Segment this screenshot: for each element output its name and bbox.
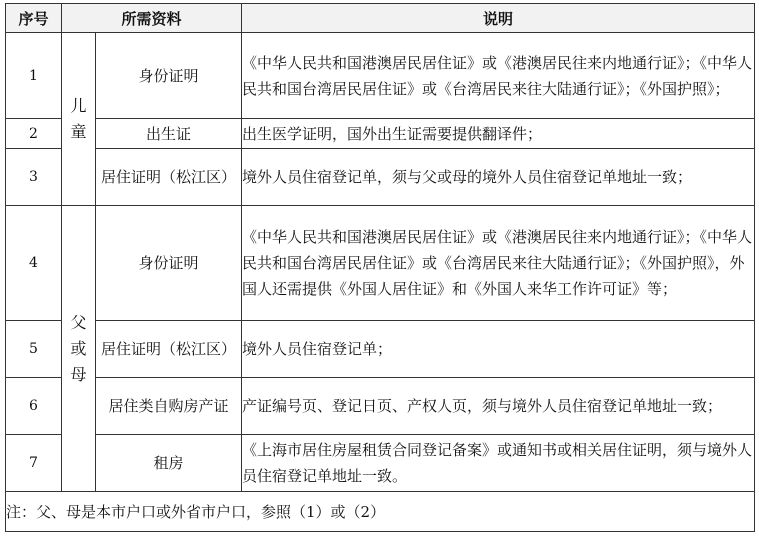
table-row (6, 149, 755, 206)
materials-table (5, 3, 755, 532)
material-name: 居住类自购房产证 (96, 378, 242, 435)
header-no: 序号 (6, 4, 62, 33)
table-row (6, 378, 755, 435)
material-name: 身份证明 (96, 33, 242, 119)
row-number: 4 (6, 206, 62, 321)
material-name: 身份证明 (96, 206, 242, 321)
header-desc: 说明 (242, 4, 755, 33)
row-number: 1 (6, 33, 62, 119)
material-description: 出生医学证明，国外出生证需要提供翻译件； (242, 119, 755, 149)
row-number: 6 (6, 378, 62, 435)
header-row (6, 4, 755, 33)
material-name: 出生证 (96, 119, 242, 149)
group-parent-label: 父或母 (70, 312, 87, 384)
group-child-label: 儿童 (70, 96, 87, 141)
row-number: 5 (6, 321, 62, 378)
table-row (6, 33, 755, 119)
material-name: 居住证明（松江区） (96, 149, 242, 206)
material-description: 《上海市居住房屋租赁合同登记备案》或通知书或相关居住证明，须与境外人员住宿登记单地址一致。 (242, 435, 755, 492)
group-parent-cell (62, 206, 96, 492)
row-number: 7 (6, 435, 62, 492)
table-row (6, 119, 755, 149)
group-child-cell (62, 33, 96, 206)
header-material: 所需资料 (62, 4, 242, 33)
note-row (6, 492, 755, 532)
material-name: 居住证明（松江区） (96, 321, 242, 378)
table-row (6, 435, 755, 492)
footnote: 注：父、母是本市户口或外省市户口，参照（1）或（2） (6, 492, 755, 532)
material-description: 《中华人民共和国港澳居民居住证》或《港澳居民往来内地通行证》；《中华人民共和国台湾居民居住证》或《台湾居民来往大陆通行证》；《外国护照》； (242, 33, 755, 119)
material-description: 境外人员住宿登记单，须与父或母的境外人员住宿登记单地址一致； (242, 149, 755, 206)
table-row (6, 206, 755, 321)
material-description: 《中华人民共和国港澳居民居住证》或《港澳居民往来内地通行证》；《中华人民共和国台湾居民居住证》或《台湾居民来往大陆通行证》；《外国护照》，外国人还需提供《外国人居住证》和《外国人来华工作许可证》等； (242, 206, 755, 321)
material-name: 租房 (96, 435, 242, 492)
row-number: 3 (6, 149, 62, 206)
material-description: 产证编号页、登记日页、产权人页，须与境外人员住宿登记单地址一致； (242, 378, 755, 435)
material-description: 境外人员住宿登记单； (242, 321, 755, 378)
table-row (6, 321, 755, 378)
row-number: 2 (6, 119, 62, 149)
